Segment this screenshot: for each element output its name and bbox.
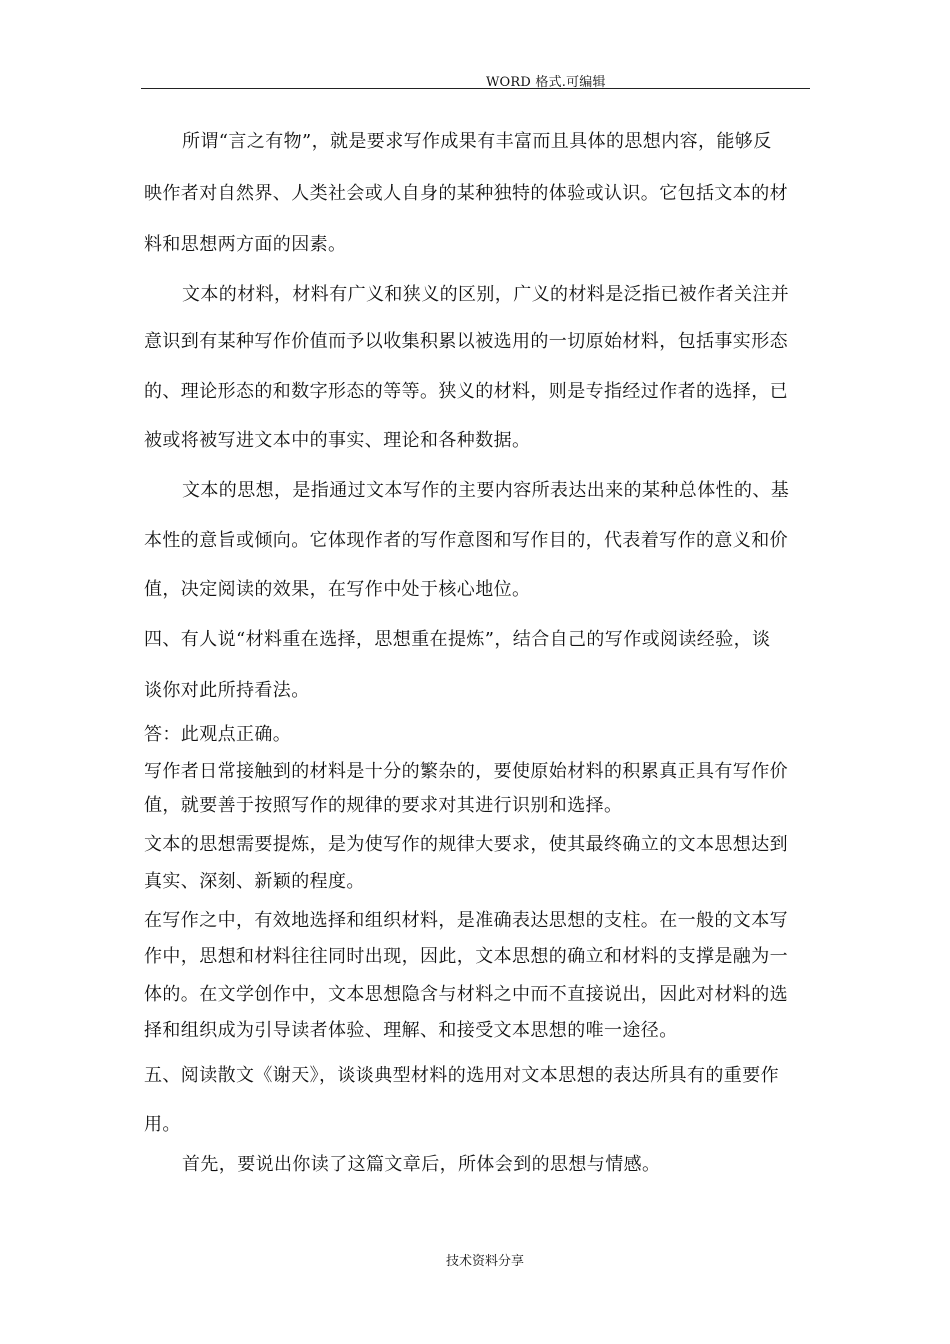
text-line: 意识到有某种写作价值而予以收集积累以被选用的一切原始材料，包括事实形态 (144, 331, 788, 352)
text-line: 用。 (144, 1114, 181, 1135)
text-line: 首先，要说出你读了这篇文章后，所体会到的思想与情感。 (182, 1154, 661, 1175)
text-line: 被或将被写进文本中的事实、理论和各种数据。 (144, 430, 531, 451)
text-line: 文本的思想，是指通过文本写作的主要内容所表达出来的某种总体性的、基 (182, 480, 790, 501)
text-line: 映作者对自然界、人类社会或人自身的某种独特的体验或认识。它包括文本的材 (144, 183, 788, 204)
text-line: 值，决定阅读的效果，在写作中处于核心地位。 (144, 579, 531, 600)
text-line: 的、理论形态的和数字形态的等等。狭义的材料，则是专指经过作者的选择，已 (144, 381, 788, 402)
text-line: 四、有人说“材料重在选择，思想重在提炼”，结合自己的写作或阅读经验，谈 (144, 629, 771, 650)
text-line: 值，就要善于按照写作的规律的要求对其进行识别和选择。 (144, 795, 623, 816)
text-line: 作中，思想和材料往往同时出现，因此，文本思想的确立和材料的支撑是融为一 (144, 946, 788, 967)
page-header: WORD 格式.可编辑 (486, 75, 606, 90)
text-line: 文本的思想需要提炼，是为使写作的规律大要求，使其最终确立的文本思想达到 (144, 834, 788, 855)
text-line: 五、阅读散文《谢天》，谈谈典型材料的选用对文本思想的表达所具有的重要作 (144, 1065, 779, 1086)
text-line: 写作者日常接触到的材料是十分的繁杂的，要使原始材料的积累真正具有写作价 (144, 761, 788, 782)
text-line: 体的。在文学创作中，文本思想隐含与材料之中而不直接说出，因此对材料的选 (144, 984, 788, 1005)
text-line: 文本的材料，材料有广义和狭义的区别，广义的材料是泛指已被作者关注并 (182, 284, 790, 305)
text-line: 谈你对此所持看法。 (144, 680, 310, 701)
text-line: 答：此观点正确。 (144, 724, 292, 745)
header-divider (141, 88, 810, 89)
text-line: 本性的意旨或倾向。它体现作者的写作意图和写作目的，代表着写作的意义和价 (144, 530, 788, 551)
text-line: 在写作之中，有效地选择和组织材料，是准确表达思想的支柱。在一般的文本写 (144, 910, 788, 931)
text-line: 真实、深刻、新颖的程度。 (144, 871, 365, 892)
page-footer: 技术资料分享 (446, 1254, 525, 1269)
text-line: 所谓“言之有物”，就是要求写作成果有丰富而且具体的思想内容，能够反 (182, 131, 772, 152)
text-line: 择和组织成为引导读者体验、理解、和接受文本思想的唯一途径。 (144, 1020, 678, 1041)
text-line: 料和思想两方面的因素。 (144, 234, 347, 255)
